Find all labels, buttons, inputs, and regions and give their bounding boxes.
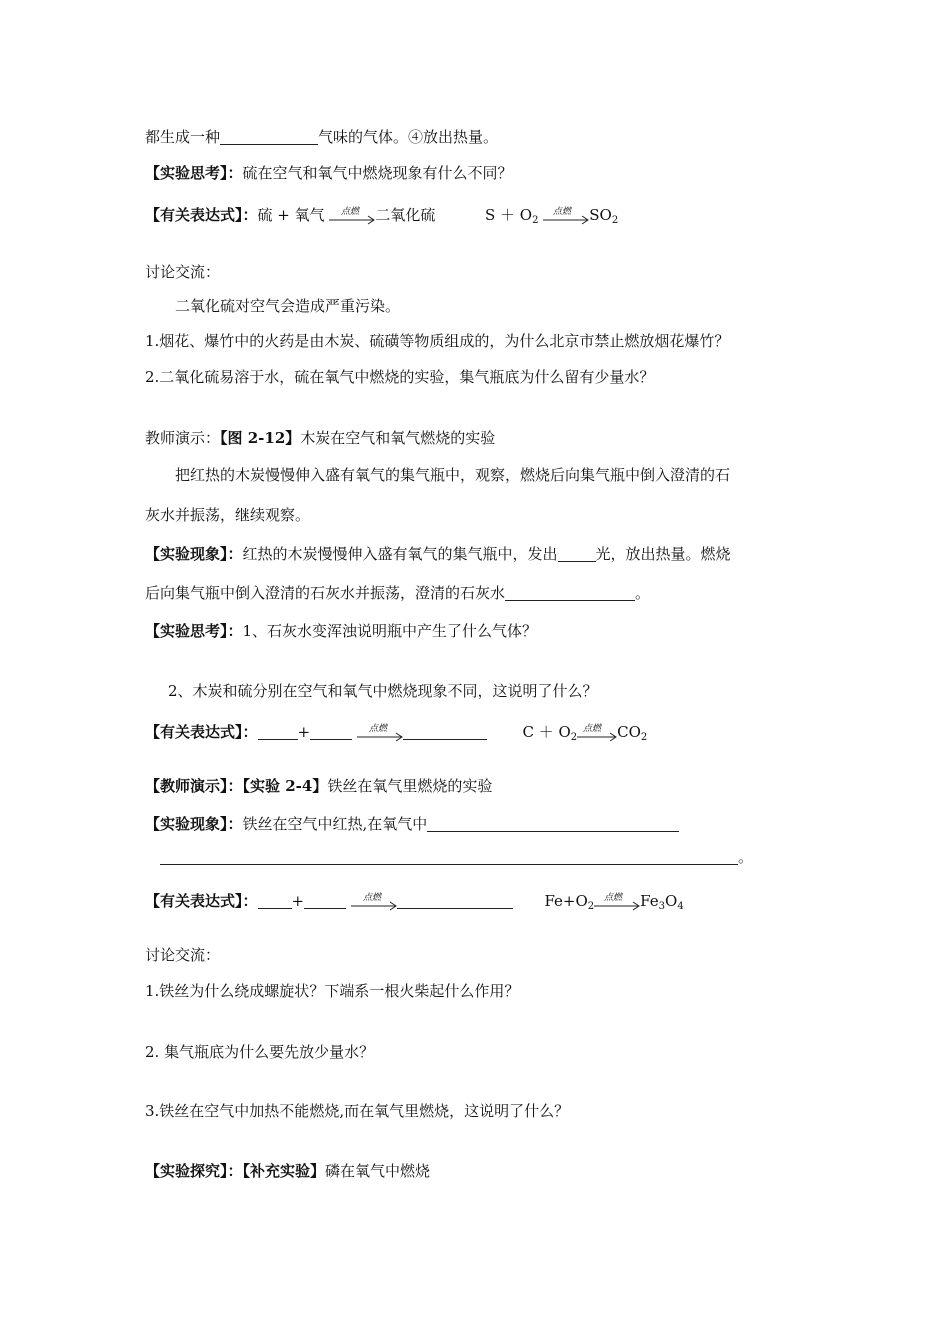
line-phenomenon-2: [145, 814, 679, 834]
text: 教师演示：: [145, 429, 221, 447]
reaction-arrow: [329, 206, 375, 226]
experiment-ref: 【实验 2-4】: [242, 777, 328, 795]
word-equation-lhs: 硫 + 氧气: [257, 206, 325, 224]
question-2: 2.二氧化硫易溶于水，硫在氧气中燃烧的实验，集气瓶底为什么留有少量水？: [145, 368, 655, 386]
condition-label: 点燃: [368, 724, 387, 734]
section-heading: 【教师演示】：: [145, 777, 243, 795]
teacher-demo-line: [145, 428, 495, 448]
line-equation-3: [145, 891, 684, 917]
text: 磷在氧气中燃烧: [325, 1162, 431, 1180]
plus: +: [297, 723, 311, 741]
text: 。: [738, 848, 754, 866]
blank: [310, 723, 352, 740]
condition-label: 点燃: [583, 724, 602, 734]
formula-lhs: $Fe+O_2$: [544, 892, 595, 912]
condition-label: 点燃: [362, 893, 381, 903]
paragraph: 二氧化硫对空气会造成严重污染。: [175, 297, 401, 315]
reaction-arrow: [543, 206, 589, 226]
section-heading: 【有关表达式】：: [145, 892, 258, 910]
text: 都生成一种: [145, 128, 221, 146]
section-heading: 【有关表达式】：: [145, 723, 258, 741]
section-heading: 【有关表达式】：: [145, 206, 258, 224]
reaction-arrow: [357, 723, 403, 743]
text: 硫在空气和氧气中燃烧现象有什么不同？: [242, 164, 513, 182]
section-heading: 【实验探究】：: [145, 1162, 243, 1180]
reaction-arrow: [351, 892, 397, 912]
paragraph: 把红热的木炭慢慢伸入盛有氧气的集气瓶中，观察，燃烧后向集气瓶中倒入澄清的石: [175, 466, 731, 484]
text: 铁丝在空气中红热,在氧气中: [242, 815, 428, 833]
formula-rhs: $CO_2$: [617, 723, 648, 743]
blank: [403, 723, 487, 740]
formula-lhs: $C + O_2$: [522, 723, 578, 743]
text: 铁丝在氧气里燃烧的实验: [327, 777, 493, 795]
section-heading: 【实验思考】：: [145, 164, 243, 182]
question: 2、木炭和硫分别在空气和氧气中燃烧现象不同，这说明了什么？: [168, 682, 598, 700]
section-heading: 【实验思考】：: [145, 622, 243, 640]
discussion-heading: 讨论交流：: [145, 946, 221, 964]
line-1: [145, 127, 498, 147]
figure-ref: 【图 2-12】: [220, 429, 301, 447]
condition-label: 点燃: [553, 207, 572, 217]
line-2: [145, 163, 513, 183]
text: 1、石灰水变浑浊说明瓶中产生了什么气体？: [242, 622, 538, 640]
condition-label: 点燃: [341, 207, 360, 217]
word-equation-rhs: 二氧化硫: [375, 206, 436, 224]
text: 。: [635, 584, 651, 602]
blank: [304, 892, 346, 909]
line-explore: [145, 1161, 430, 1181]
question-1: 1.烟花、爆竹中的火药是由木炭、硫磺等物质组成的，为什么北京市禁止燃放烟花爆竹？: [145, 332, 730, 350]
blank: [258, 723, 298, 740]
blank: [160, 848, 738, 865]
condition-label: 点燃: [604, 893, 623, 903]
reaction-arrow: [594, 892, 640, 912]
text: 气味的气体。④放出热量。: [318, 128, 499, 146]
line-teacher-demo-2: [145, 776, 492, 796]
line-3-equation: [145, 205, 618, 231]
question-3: 3.铁丝在空气中加热不能燃烧,而在氧气里燃烧，这说明了什么？: [145, 1102, 570, 1120]
blank: [505, 584, 635, 601]
line-phenomenon-cont: [145, 583, 650, 603]
question-2: 2. 集气瓶底为什么要先放少量水？: [145, 1043, 375, 1061]
section-heading: 【实验现象】：: [145, 545, 243, 563]
blank: [258, 892, 292, 909]
text: 红热的木炭慢慢伸入盛有氧气的集气瓶中，发出: [242, 545, 558, 563]
blank: [220, 128, 318, 145]
text: 光，放出热量。燃烧: [595, 545, 731, 563]
section-heading: 【实验现象】：: [145, 815, 243, 833]
reaction-arrow: [577, 723, 617, 743]
blank: [558, 545, 596, 562]
plus: +: [291, 892, 305, 910]
blank: [427, 815, 679, 832]
discussion-heading: 讨论交流：: [145, 263, 221, 281]
text: 后向集气瓶中倒入澄清的石灰水并振荡，澄清的石灰水: [145, 584, 506, 602]
formula-rhs: $SO_2$: [589, 206, 619, 226]
question-1: 1.铁丝为什么绕成螺旋状？下端系一根火柴起什么作用？: [145, 982, 520, 1000]
line-think: [145, 621, 537, 641]
paragraph-cont: 灰水并振荡，继续观察。: [145, 506, 311, 524]
line-blank-long: [160, 847, 753, 867]
line-phenomenon: [145, 544, 731, 564]
text: 木炭在空气和氧气燃烧的实验: [300, 429, 496, 447]
line-equation-2: [145, 722, 647, 748]
formula-lhs: $S + O_2$: [484, 206, 539, 226]
blank: [397, 892, 513, 909]
formula-rhs: $Fe_3O_4$: [640, 892, 684, 912]
experiment-ref: 【补充实验】: [242, 1162, 326, 1180]
